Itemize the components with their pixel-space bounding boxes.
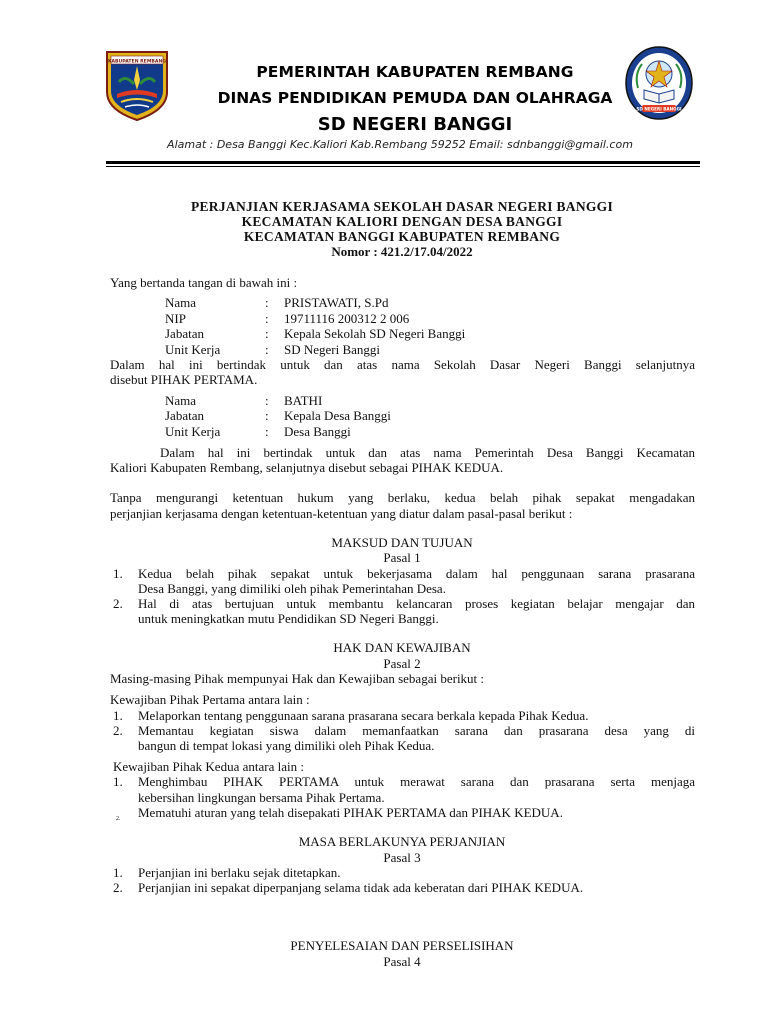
section2-pasal: Pasal 2 [383, 656, 421, 671]
field-value: 19711116 200312 2 006 [284, 311, 410, 326]
field-separator: : [265, 393, 269, 408]
field-separator: : [265, 311, 269, 326]
field-separator: : [265, 326, 269, 341]
field-separator: : [265, 424, 269, 439]
field-label: NIP [165, 311, 186, 326]
field-separator: : [265, 408, 269, 423]
party2-statement-line1: Dalam hal ini bertindak untuk dan atas nama Pemerintah Desa Banggi Kecamatan [160, 445, 695, 460]
list-item-continuation: untuk meningkatkan mutu Pendidikan SD Negeri Banggi. [138, 611, 439, 626]
svg-text:SD NEGERI BANGGI: SD NEGERI BANGGI [636, 106, 682, 112]
list-item-continuation: Desa Banggi, yang dimiliki oleh pihak Pemerintahan Desa. [138, 581, 446, 596]
section2-intro: Masing-masing Pihak mempunyai Hak dan Kewajiban sebagai berikut : [110, 671, 485, 686]
field-value: Kepala Desa Banggi [284, 408, 391, 423]
intro-text: Yang bertanda tangan di bawah ini : [110, 275, 298, 290]
field-label: Jabatan [165, 326, 204, 341]
list-number: 1. [113, 708, 123, 723]
section4-heading: PENYELESAIAN DAN PERSELISIHAN [290, 938, 514, 953]
field-separator: : [265, 295, 269, 310]
second-party-obligations-title: Kewajiban Pihak Kedua antara lain : [113, 759, 304, 774]
party2-statement-line2: Kaliori Kabupaten Rembang, selanjutnya disebut sebagai PIHAK KEDUA. [110, 460, 504, 475]
list-number: 2. [113, 596, 123, 611]
list-number: 2. [113, 880, 123, 895]
list-item: Mematuhi aturan yang telah disepakati PIHAK PERTAMA dan PIHAK KEDUA. [138, 805, 563, 820]
first-party-obligations-title: Kewajiban Pihak Pertama antara lain : [110, 692, 310, 707]
field-separator: : [265, 342, 269, 357]
field-value: Desa Banggi [284, 424, 351, 439]
document-title-line2: KECAMATAN KALIORI DENGAN DESA BANGGI [241, 214, 563, 229]
document-title-line1: PERJANJIAN KERJASAMA SEKOLAH DASAR NEGERI BANGGI [190, 199, 614, 214]
list-item-continuation: kebersihan lingkungan bersama Pihak Pertama. [138, 790, 385, 805]
list-item: Hal di atas bertujuan untuk membantu kelancaran proses kegiatan belajar mengajar dan [138, 596, 695, 611]
field-label: Jabatan [165, 408, 204, 423]
list-number: 1. [113, 865, 123, 880]
section4-pasal: Pasal 4 [383, 954, 421, 969]
letterhead-department: DINAS PENDIDIKAN PEMUDA DAN OLAHRAGA [217, 89, 613, 107]
list-number: 1. [113, 774, 123, 789]
list-item-continuation: bangun di tempat lokasi yang dimiliki oleh Pihak Kedua. [138, 738, 435, 753]
field-label: Unit Kerja [165, 342, 221, 357]
party1-statement-line1: Dalam hal ini bertindak untuk dan atas nama Sekolah Dasar Negeri Banggi selanjutnya [110, 357, 695, 372]
list-item: Kedua belah pihak sepakat untuk bekerjasama dalam hal penggunaan sarana prasarana [138, 566, 695, 581]
letterhead-government: PEMERINTAH KABUPATEN REMBANG [256, 63, 574, 81]
field-label: Unit Kerja [165, 424, 221, 439]
field-value: SD Negeri Banggi [284, 342, 381, 357]
letterhead-school: SD NEGERI BANGGI [317, 114, 513, 135]
letterhead-divider-thin [106, 166, 700, 167]
field-value: BATHI [284, 393, 323, 408]
document-title-line3: KECAMATAN BANGGI KABUPATEN REMBANG [243, 229, 561, 244]
section2-heading: HAK DAN KEWAJIBAN [333, 640, 471, 655]
section1-pasal: Pasal 1 [383, 550, 421, 565]
list-number: 2. [116, 816, 121, 822]
list-item: Melaporkan tentang penggunaan sarana prasarana secara berkala kepada Pihak Kedua. [138, 708, 589, 723]
list-item: Menghimbau PIHAK PERTAMA untuk merawat sarana dan prasarana serta menjaga [138, 774, 695, 789]
list-number: 1. [113, 566, 123, 581]
field-label: Nama [165, 295, 197, 310]
list-number: 2. [113, 723, 123, 738]
kabupaten-rembang-emblem [101, 44, 173, 122]
list-item: Perjanjian ini berlaku sejak ditetapkan. [138, 865, 341, 880]
field-label: Nama [165, 393, 197, 408]
list-item: Memantau kegiatan siswa dalam memanfaatkan sarana dan prasarana desa yang di [138, 723, 695, 738]
section3-pasal: Pasal 3 [383, 850, 421, 865]
sd-negeri-banggi-seal [624, 44, 694, 122]
agreement-intro-line2: perjanjian kerjasama dengan ketentuan-ketentuan yang diatur dalam pasal-pasal berikut : [110, 506, 573, 521]
section1-heading: MAKSUD DAN TUJUAN [331, 535, 473, 550]
letterhead-divider-thick [106, 161, 700, 164]
document-number: Nomor : 421.2/17.04/2022 [331, 244, 473, 259]
list-item: Perjanjian ini sepakat diperpanjang selama tidak ada keberatan dari PIHAK KEDUA. [138, 880, 584, 895]
field-value: Kepala Sekolah SD Negeri Banggi [284, 326, 466, 341]
field-value: PRISTAWATI, S.Pd [284, 295, 389, 310]
svg-text:KABUPATEN REMBANG: KABUPATEN REMBANG [107, 59, 167, 65]
party1-statement-line2: disebut PIHAK PERTAMA. [110, 372, 258, 387]
section3-heading: MASA BERLAKUNYA PERJANJIAN [298, 834, 506, 849]
letterhead-address: Alamat : Desa Banggi Kec.Kaliori Kab.Rembang 59252 Email: sdnbanggi@gmail.com [167, 138, 633, 151]
agreement-intro-line1: Tanpa mengurangi ketentuan hukum yang berlaku, kedua belah pihak sepakat mengadakan [110, 490, 695, 505]
